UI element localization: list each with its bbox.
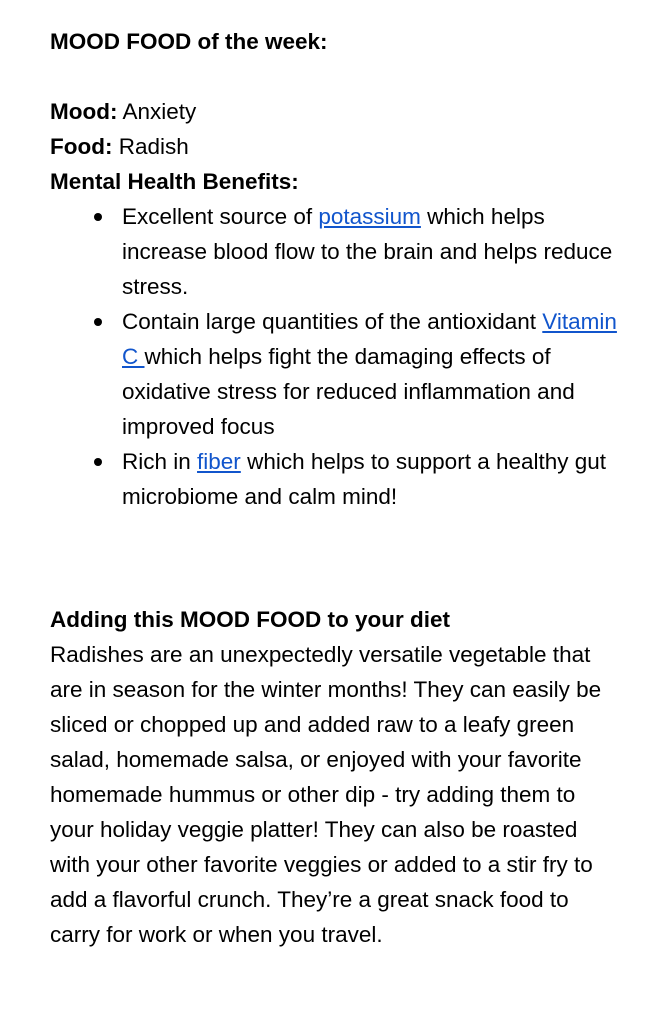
benefit-text-after: which helps increase blood flow to the brain and helps reduce stress.	[122, 204, 613, 299]
list-item	[122, 444, 622, 514]
bullet-icon	[94, 213, 102, 221]
food-line	[50, 129, 651, 164]
potassium-link[interactable]: potassium	[318, 204, 421, 229]
bullet-icon	[94, 458, 102, 466]
benefit-text-before: Excellent source of	[122, 204, 319, 229]
benefit-text-before: Rich in	[122, 449, 198, 474]
benefit-text-after: which helps fight the damaging effects of oxidative stress for reduced inflammation and improved focus	[122, 344, 575, 439]
diet-section-heading: Adding this MOOD FOOD to your diet	[50, 607, 450, 632]
mood-value: Anxiety	[117, 99, 197, 124]
blank-line	[50, 59, 651, 94]
mood-label: Mood:	[50, 99, 118, 124]
benefit-text-after: which helps to support a healthy gut microbiome and calm mind!	[122, 449, 607, 509]
benefit-text-before: Contain large quantities of the antioxidant	[122, 309, 543, 334]
page-title: MOOD FOOD of the week:	[50, 29, 328, 54]
blank-space	[50, 514, 651, 602]
diet-section-paragraph: Radishes are an unexpectedly versatile vegetable that are in season for the winter months! They can easily be sliced or chopped up and added raw to a leafy green salad, homemade salsa, or enjoyed with your favorite homemade hummus or other dip - try adding them to your holiday veggie platter! They can also be roasted with your other favorite veggies or added to a stir fry to add a flavorful crunch. They’re a great snack food to carry for work or when you travel.	[50, 642, 602, 947]
list-item	[122, 304, 622, 444]
benefits-heading: Mental Health Benefits:	[50, 169, 299, 194]
vitamin-c-link[interactable]: Vitamin C	[122, 309, 617, 369]
list-item	[122, 199, 622, 304]
food-label: Food:	[50, 134, 113, 159]
bullet-icon	[94, 318, 102, 326]
food-value: Radish	[112, 134, 189, 159]
fiber-link[interactable]: fiber	[197, 449, 241, 474]
benefits-list	[50, 199, 622, 514]
mood-line	[50, 94, 651, 129]
